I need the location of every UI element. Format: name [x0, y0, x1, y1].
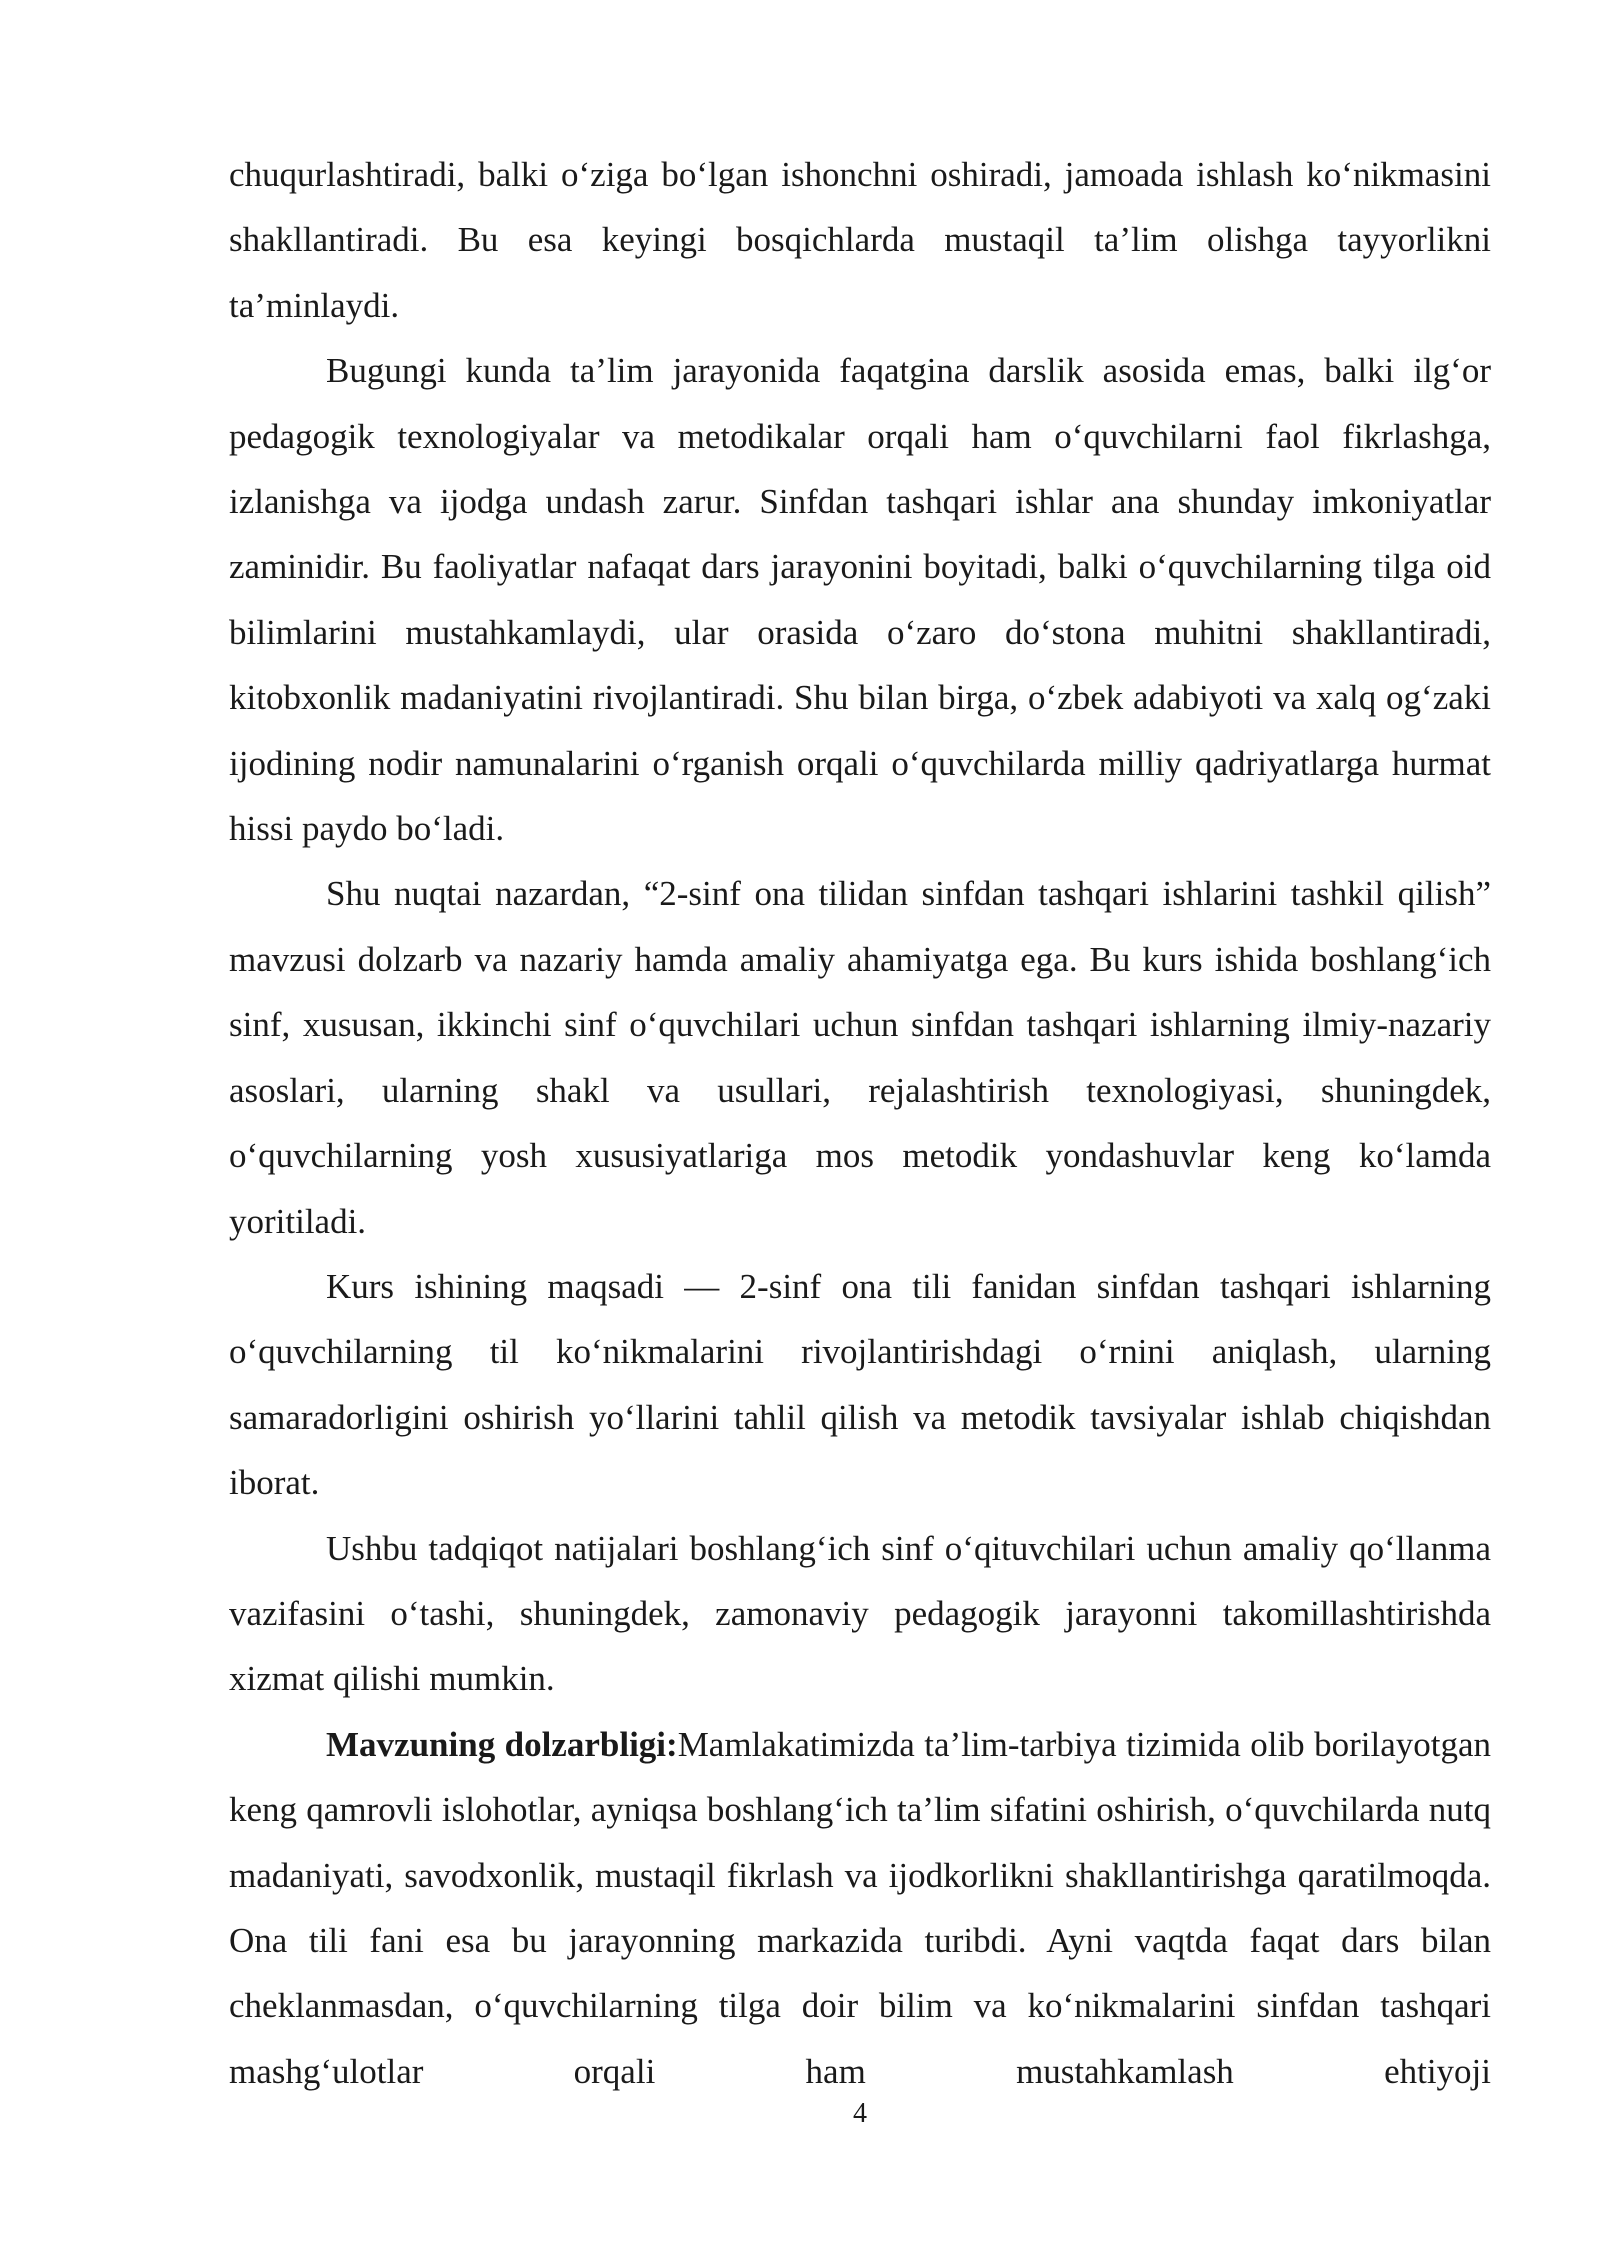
- relevance-heading: Mavzuning dolzarbligi:: [326, 1724, 678, 1764]
- page-number: 4: [853, 2098, 867, 2129]
- relevance-text: Mamlakatimizda ta’lim-tarbiya tizimida olib borilayotgan keng qamrovli islohotlar, ayniqsa boshlang‘ich ta’lim sifatini oshirish, o‘quvchilarda nutq madaniyati, savodxonlik, mustaqil fikrlash va ijodkorlikni shakllantirishga qaratilmoqda. Ona tili fani esa bu jarayonning markazida turibdi. Ayni vaqtda faqat dars bilan cheklanmasdan, o‘quvchilarning tilga doir bilim va ko‘nikmalarini sinfdan tashqari mashg‘ulotlar orqali ham mustahkamlash ehtiyoji: [229, 1724, 1492, 2091]
- paragraph: Kurs ishining maqsadi — 2-sinf ona tili fanidan sinfdan tashqari ishlarning o‘quvchilarning til ko‘nikmalarini rivojlantirishdagi o‘rnini aniqlash, ularning samaradorligini oshirish yo‘llarini tahlil qilish va metodik tavsiyalar ishlab chiqishdan iborat.: [229, 1266, 1491, 1503]
- paragraph: Bugungi kunda ta’lim jarayonida faqatgina darslik asosida emas, balki ilg‘or pedagogik texnologiyalar va metodikalar orqali ham o‘quvchilarni faol fikrlashga, izlanishga va ijodga undash zarur. Sinfdan tashqari ishlar ana shunday imkoniyatlar zaminidir. Bu faoliyatlar nafaqat dars jarayonini boyitadi, balki o‘quvchilarning tilga oid bilimlarini mustahkamlaydi, ular orasida o‘zaro do‘stona muhitni shakllantiradi, kitobxonlik madaniyatini rivojlantiradi. Shu bilan birga, o‘zbek adabiyoti va xalq og‘zaki ijodining nodir namunalarini o‘rganish orqali o‘quvchilarda milliy qadriyatlarga hurmat hissi paydo bo‘ladi.: [229, 351, 1491, 849]
- paragraph: Ushbu tadqiqot natijalari boshlang‘ich sinf o‘qituvchilari uchun amaliy qo‘llanma vazifasini o‘tashi, shuningdek, zamonaviy pedagogik jarayonni takomillashtirishda xizmat qilishi mumkin.: [229, 1528, 1491, 1699]
- paragraph: chuqurlashtiradi, balki o‘ziga bo‘lgan ishonchni oshiradi, jamoada ishlash ko‘nikmasini shakllantiradi. Bu esa keyingi bosqichlarda mustaqil ta’lim olishga tayyorlikni ta’minlaydi.: [229, 155, 1491, 325]
- paragraph-relevance: [229, 1712, 1491, 2104]
- document-body: [229, 142, 1491, 2104]
- paragraph: Shu nuqtai nazardan, “2-sinf ona tilidan sinfdan tashqari ishlarini tashkil qilish” mavzusi dolzarb va nazariy hamda amaliy ahamiyatga ega. Bu kurs ishida boshlang‘ich sinf, xususan, ikkinchi sinf o‘quvchilari uchun sinfdan tashqari ishlarning ilmiy-nazariy asoslari, ularning shakl va usullari, rejalashtirish texnologiyasi, shuningdek, o‘quvchilarning yosh xususiyatlariga mos metodik yondashuvlar keng ko‘lamda yoritiladi.: [229, 874, 1491, 1241]
